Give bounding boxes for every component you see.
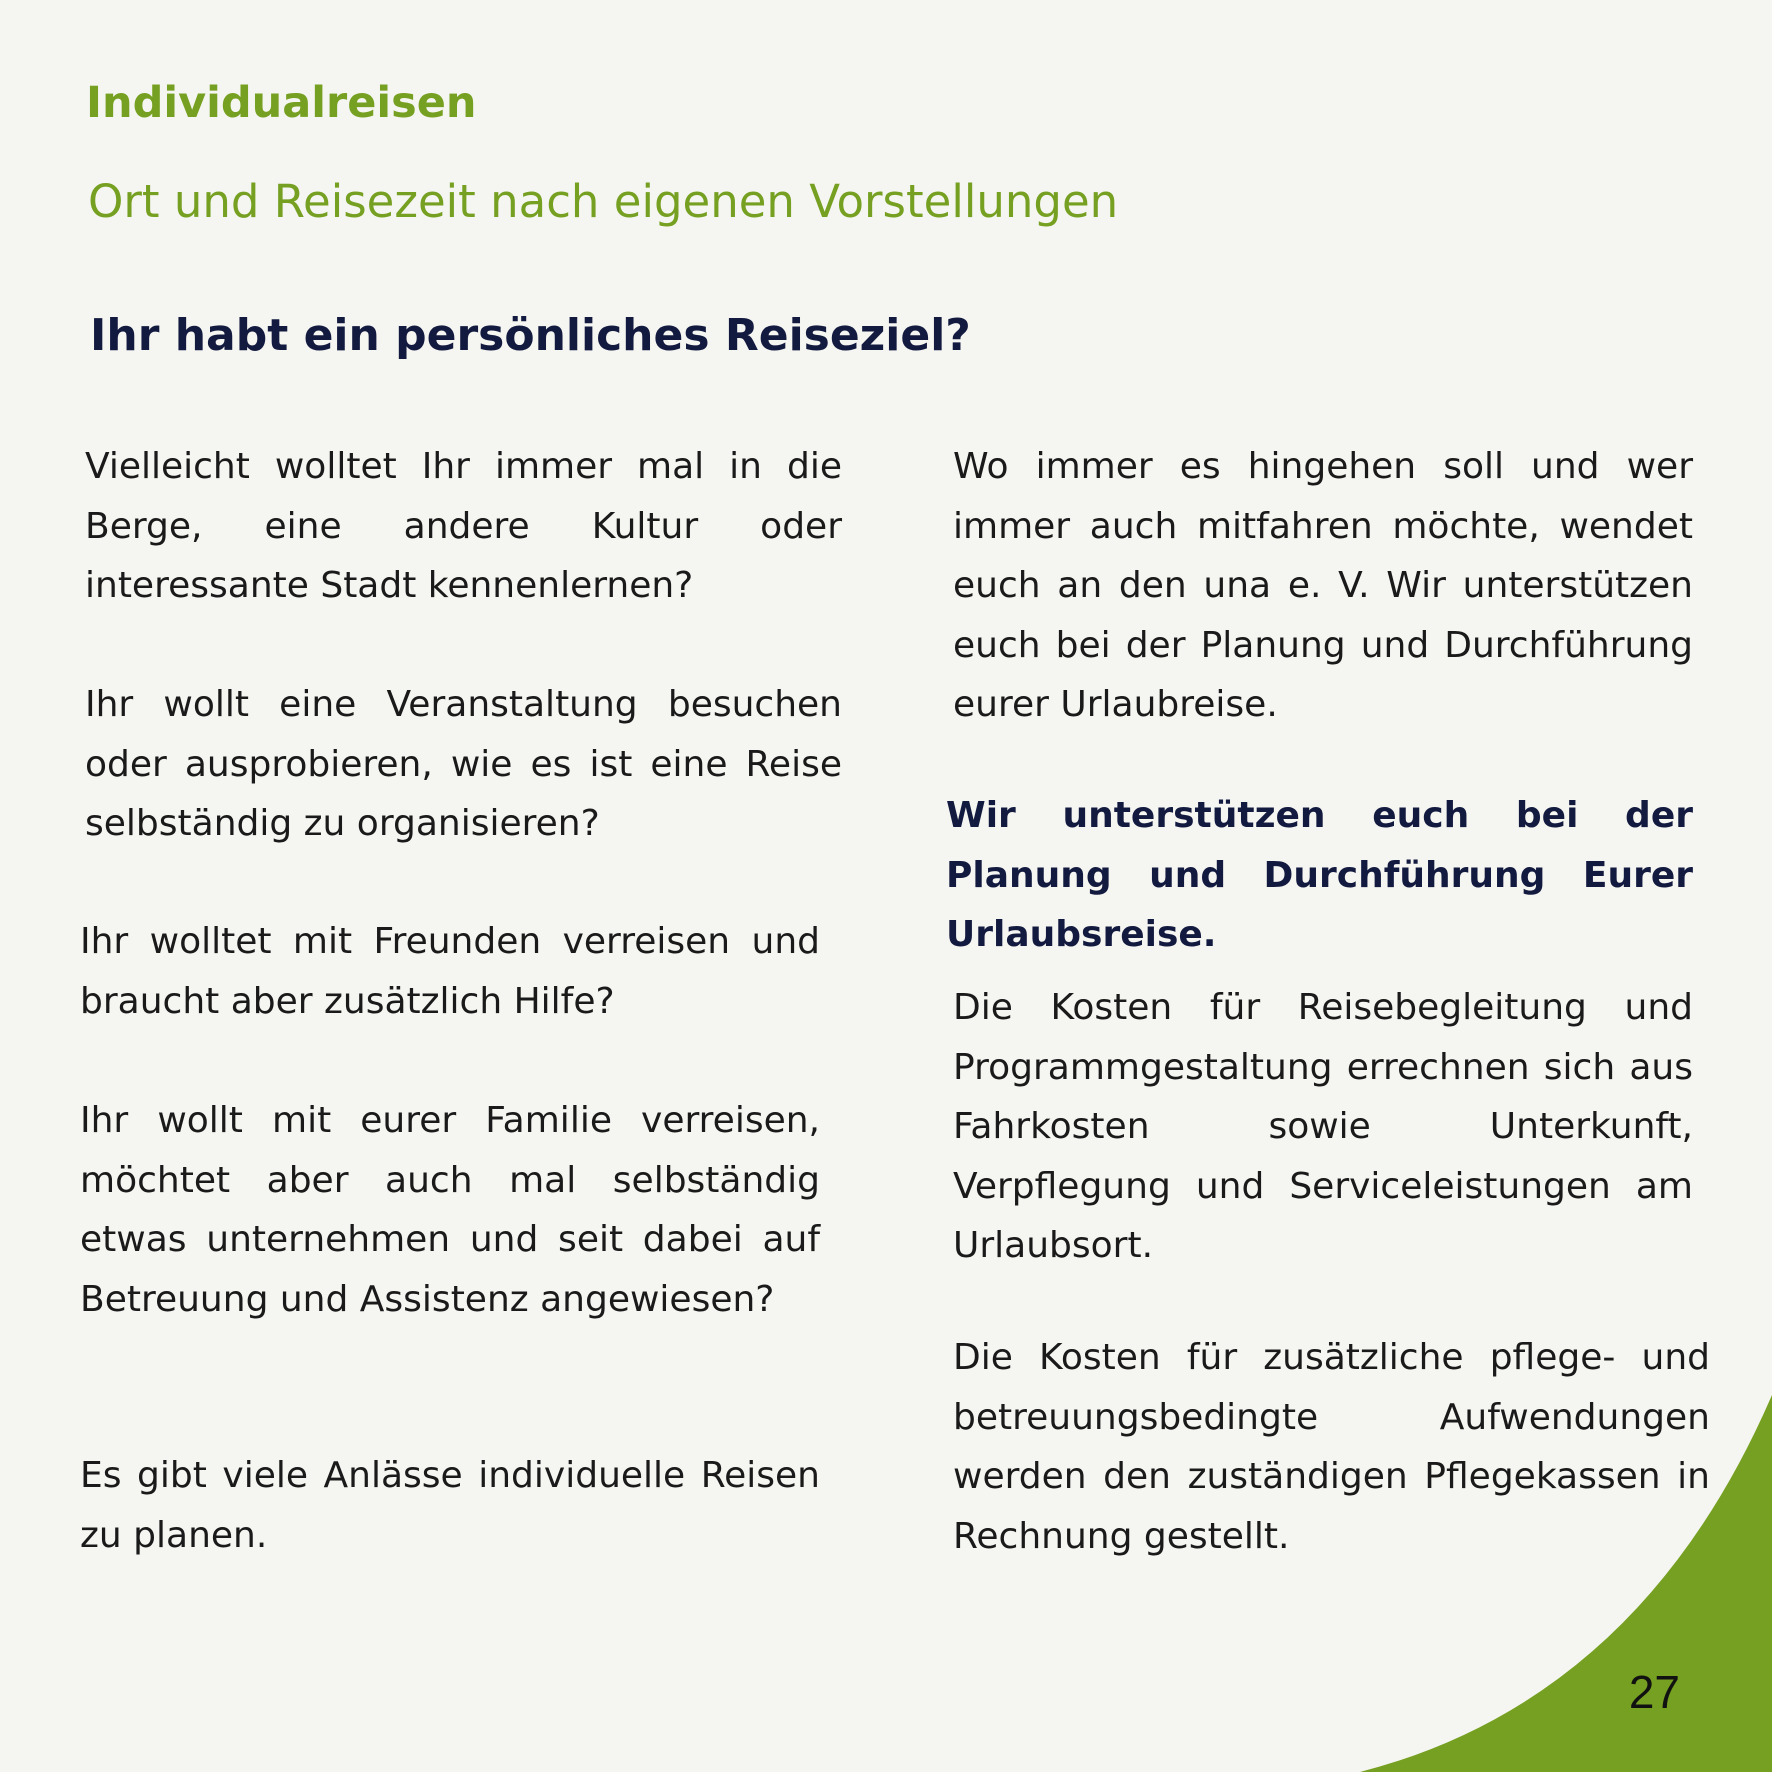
left-paragraph-5: Es gibt viele Anlässe individuelle Reisen zu planen. [80, 1455, 820, 1556]
page-title: Individualreisen [86, 78, 477, 128]
left-paragraph-4: Ihr wollt mit eurer Familie verreisen, möchtet aber auch mal selbständig etwas unternehmen und seit dabei auf Betreuung und Assistenz angewiesen? [80, 1100, 820, 1320]
right-intro-paragraph: Wo immer es hingehen soll und wer immer auch mitfahren möchte, wendet euch an den una e. V. Wir unterstützen euch bei der Planung und Durchführung eurer Urlaubreise. [953, 446, 1693, 725]
left-paragraph-3: Ihr wolltet mit Freunden verreisen und braucht aber zusätzlich Hilfe? [80, 921, 820, 1022]
left-paragraph-1: Vielleicht wolltet Ihr immer mal in die Berge, eine andere Kultur oder interessante Stadt kennenlernen? [85, 446, 842, 606]
right-costs-paragraph-1: Die Kosten für Reisebegleitung und Programmgestaltung errechnen sich aus Fahrkosten sowie Unterkunft, Verpflegung und Serviceleistungen am Urlaubsort. [953, 987, 1693, 1266]
section-question: Ihr habt ein persönliches Reiseziel? [90, 310, 971, 361]
right-costs-paragraph-2: Die Kosten für zusätzliche pflege- und betreuungsbedingte Aufwendungen werden den zuständigen Pflegekassen in Rechnung gestellt. [953, 1337, 1710, 1557]
page-subtitle: Ort und Reisezeit nach eigenen Vorstellungen [88, 175, 1119, 228]
page-number: 27 [1628, 1666, 1680, 1718]
left-paragraph-2: Ihr wollt eine Veranstaltung besuchen oder ausprobieren, wie es ist eine Reise selbständig zu organisieren? [85, 684, 842, 844]
right-highlight-paragraph: Wir unterstützen euch bei der Planung und Durchführung Eurer Urlaubsreise. [946, 795, 1693, 955]
